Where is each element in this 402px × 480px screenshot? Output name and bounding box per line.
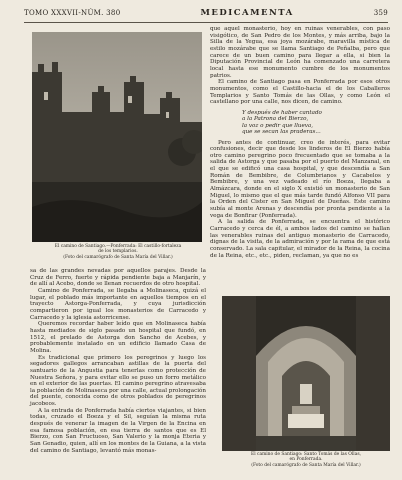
paragraph: Camino de Ponferrada, se llegaba a Molinaseca, quizá el lugar, el poblado más importante en aquellos tiempos en el trayecto Astorga-Ponferrada, y cuya jurisdicción compartieron por igual los monasterios de Carracedo y Carracedo y la iglesia astorricense.: [30, 287, 206, 321]
caption-line: El camino de Santiago.—Ponferrada: El castillo-fortaleza: [54, 244, 182, 249]
paragraph: El camino de Santiago pasa en Ponferrada por esos otros monumentos, como el Castillo-hacia el de los Caballeros Templarios y Santo Tomás de las Ollas, y como León el castellano por una calle, nos dicen, de camino.: [210, 79, 390, 106]
volume-issue: TOMO XXXVII-NÚM. 380: [24, 9, 121, 17]
paragraph: A la entrada de Ponferrada había ciertos viajantes, si bien todas, cruzado el Boeza y el Sil, seguían la misma ruta después de venerar la imagen de la Virgen de la Encina en esa famosa población, en esa tierra de santos que es El Bierzo, con San Fructuoso, San Valerio y la monja Eteria y San Genadio, quien, allí en los montes de la Guiana, a la vista del camino de Santiago, levantó más monas-: [30, 407, 206, 454]
caption-line: El camino de Santiago: Santo Tomás de las Ollas,: [251, 452, 361, 457]
right-column-top: [210, 26, 390, 259]
page-number: 359: [373, 9, 388, 17]
running-header: [24, 8, 388, 22]
paragraph: que aquel monasterio, hoy en ruinas venerables, con paso visigótico, de San Pedro de los Montes, y más arriba, bajo la Silla de la Yegua, esa joya mozárabe, maravilla mística de estilo mozárabe que se llama Santiago de Peñalba, pero que carece de un buen camino para llegar a ella, si bien la Diputación Provincial de León ha comenzado una carretera local hasta ese monumento cumbre de los monumentos patrios.: [210, 26, 390, 79]
paragraph: A la salida de Ponferrada, se encuentra el histórico Carracedo y cerca de él, a ambos lados del camino se hallan las venerables ruinas del antiguo monasterio de Carracedo, dignas de la visita, de la admiración y por la rama de que está conservado. La sala capitular, el mirador de la Reina, la cocina de la Reina, etc., etc., piden, reclaman, ya que no es: [210, 219, 390, 259]
castle-image: [32, 32, 202, 242]
paragraph: Es tradicional que primero los peregrinos y luego los segadores gallegos arrancaban astillas de la puerta del santuario de la Angustia para tenerlas como protección de Nuestra Señora, y para evitar ello se puso un forro metálico en el exterior de las puertas. El camino peregrino atravesaba la población de Molinaseca por una calle, actual prolongación del puente, conocida como de otros poblados de peregrinos jacobeos.: [30, 354, 206, 408]
church-interior-image: [222, 296, 390, 451]
verse-line: Y después de haber cantado: [242, 109, 322, 116]
left-column-text: [30, 268, 206, 454]
church-caption: [222, 452, 390, 468]
paragraph: sa de las grandes nevadas por aquellos parajes. Desde la Cruz de Ferro, fuerte y rápida pendiente baja a Manjarín, y de allí al Acebo, donde se llenan recuerdos de otro hospital.: [30, 268, 206, 288]
church-photo: [222, 296, 390, 451]
caption-credit: (Foto del camarógrafo de Santa María del Villar.): [251, 462, 361, 468]
castle-caption: [30, 244, 206, 260]
castle-photo: [32, 32, 202, 242]
verse-quote: [242, 110, 390, 136]
verse-line: a la Patrona del Bierzo,: [242, 116, 309, 123]
caption-line: en Ponferrada.: [289, 457, 323, 463]
verse-line: que se secan las praderas...: [242, 129, 321, 136]
caption-credit: (Foto del camarógrafo de Santa María del Villar.): [63, 254, 173, 260]
journal-title: MEDICAMENTA: [200, 8, 294, 18]
header-rule: [24, 22, 388, 23]
paragraph: Queremos recordar haber leído que en Molinaseca había hasta mediados de siglo pasado un hospital que fundó, en 1512, el prelado de Astorga don Sancho de Acebes, y probablemente instalado en un edificio llamado Casa de Molina.: [30, 321, 206, 354]
verse-line: la voz o pedir que llueva,: [242, 122, 314, 129]
paragraph: Pero antes de continuar, creo de interés, para evitar confusiones, decir que desde los linderos de El Bierzo había otro camino peregrino poco frecuentado que se tomaba a la salida de Astorga y que pasaba por el puerto del Manzanal, en el que se edificó una casa hospital, y que descendía a San Román de Bembibre, de Columbrianos y Cacabelos y Bembibre, y una vez vadeado el río Boeza, llegaba a Almázcara, donde en el siglo X existió un monasterio de San Miguel, lo mismo que el que más tarde fundó Alfonso VII para la Orden del Cister en San Miguel de Dueñas. Este camino subía al monte Arenas y descendía por pronta pendiente a la vega de Bonfirar (Ponferrada).: [210, 139, 390, 219]
caption-line: de los templarios.: [98, 249, 138, 255]
